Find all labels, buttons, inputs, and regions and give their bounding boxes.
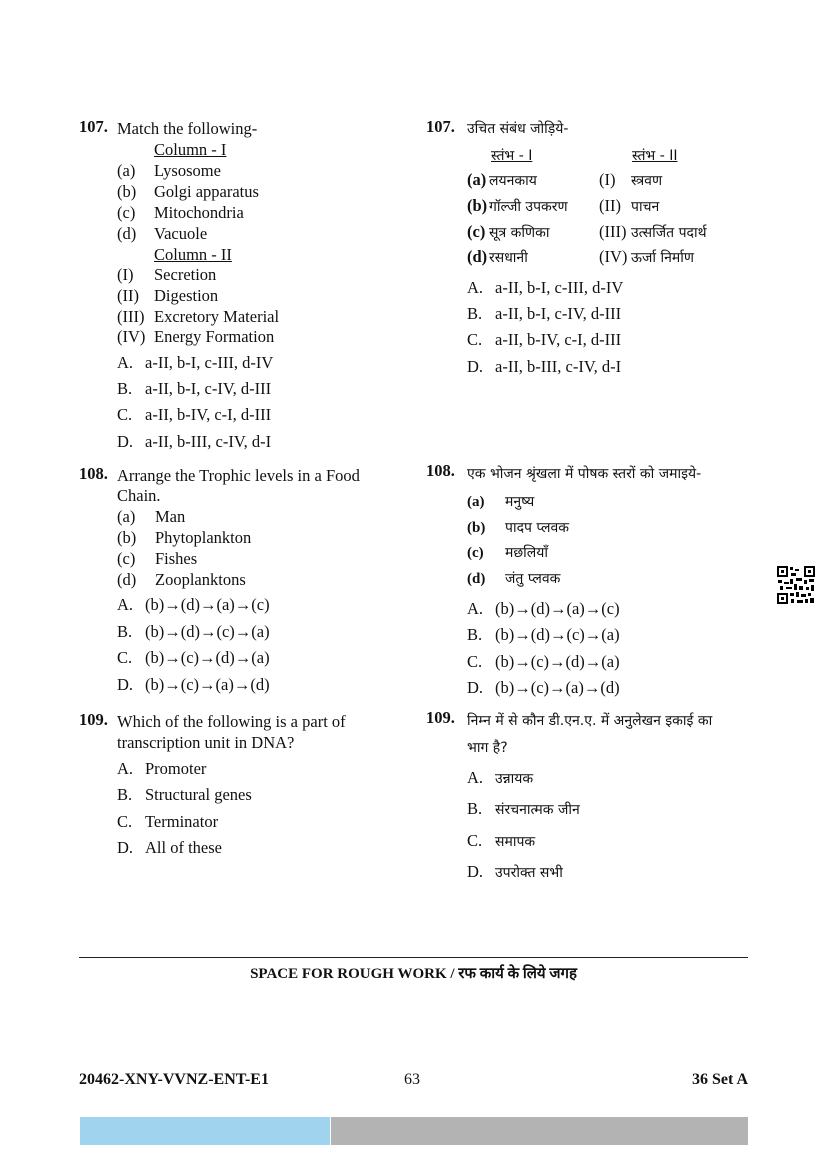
option-b[interactable]: B. (b)→(d)→(c)→(a)	[467, 625, 620, 644]
option-a[interactable]: A. a-II, b-I, c-III, d-IV	[117, 353, 274, 372]
option-b[interactable]: B. (b)→(d)→(c)→(a)	[117, 622, 270, 641]
option-c[interactable]: C. a-II, b-IV, c-I, d-III	[467, 330, 622, 349]
question-stem-line2: transcription unit in DNA?	[117, 733, 295, 752]
table-row: (d) रसधानी	[467, 247, 528, 266]
list-item: (c) Mitochondria	[117, 203, 244, 222]
question-number: 108.	[79, 464, 108, 483]
question-number: 108.	[426, 461, 455, 480]
list-item: (d) जंतु प्लवक	[467, 571, 561, 587]
question-stem: एक भोजन श्रृंखला में पोषक स्तरों को जमाइये-	[467, 466, 702, 482]
option-b[interactable]: B. संरचनात्मक जीन	[467, 799, 580, 818]
question-stem-line2: Chain.	[117, 486, 161, 505]
set-label: 36 Set A	[692, 1071, 748, 1088]
option-c[interactable]: C. समापक	[467, 831, 536, 850]
divider	[79, 957, 748, 958]
q107-hi	[426, 117, 756, 387]
option-b[interactable]: B. Structural genes	[117, 785, 252, 804]
qr-code-icon	[776, 565, 816, 605]
table-row: (IV) ऊर्जा निर्माण	[599, 247, 694, 266]
column-i-title: स्तंभ - I	[491, 148, 533, 164]
question-number: 107.	[79, 117, 108, 136]
question-stem-line2: भाग है?	[467, 740, 508, 756]
option-d[interactable]: D. All of these	[117, 838, 222, 857]
list-item: (d) Vacuole	[117, 224, 208, 243]
paper-code: 20462-XNY-VVNZ-ENT-E1	[79, 1071, 269, 1088]
option-d[interactable]: D. a-II, b-III, c-IV, d-I	[467, 357, 622, 376]
rough-work-label: SPACE FOR ROUGH WORK / रफ कार्य के लिये जगह	[250, 966, 577, 982]
table-row: (c) सूत्र कणिका	[467, 222, 550, 241]
q109-en	[79, 710, 399, 870]
option-a[interactable]: A. (b)→(d)→(a)→(c)	[467, 599, 620, 618]
column-ii-title: Column - II	[154, 245, 232, 264]
list-item: (c) मछलियाँ	[467, 545, 549, 561]
question-number: 107.	[426, 117, 455, 136]
footer-bar-blue	[80, 1117, 330, 1145]
question-stem: Match the following-	[117, 119, 258, 138]
list-item: (d) Zooplanktons	[117, 570, 246, 589]
table-row: (a) लयनकाय	[467, 170, 537, 189]
list-item: (IV) Energy Formation	[117, 327, 275, 346]
option-c[interactable]: C. Terminator	[117, 812, 219, 831]
list-item: (I) Secretion	[117, 265, 217, 284]
list-item: (a) Lysosome	[117, 161, 221, 180]
list-item: (a) Man	[117, 507, 186, 526]
option-a[interactable]: A. Promoter	[117, 759, 207, 778]
list-item: (b) Golgi apparatus	[117, 182, 259, 201]
option-c[interactable]: C. (b)→(c)→(d)→(a)	[117, 648, 270, 667]
list-item: (b) पादप प्लवक	[467, 520, 570, 536]
table-row: (III) उत्सर्जित पदार्थ	[599, 222, 707, 241]
table-row: (I) स्त्रवण	[599, 170, 663, 189]
q107-en	[79, 117, 399, 457]
option-a[interactable]: A. (b)→(d)→(a)→(c)	[117, 595, 270, 614]
option-d[interactable]: D. (b)→(c)→(a)→(d)	[117, 675, 270, 694]
page-number: 63	[404, 1071, 420, 1088]
option-d[interactable]: D. (b)→(c)→(a)→(d)	[467, 678, 620, 697]
list-item: (II) Digestion	[117, 286, 219, 305]
question-stem: Which of the following is a part of	[117, 712, 346, 731]
option-c[interactable]: C. (b)→(c)→(d)→(a)	[467, 652, 620, 671]
list-item: (c) Fishes	[117, 549, 198, 568]
option-d[interactable]: D. a-II, b-III, c-IV, d-I	[117, 432, 272, 451]
option-d[interactable]: D. उपरोक्त सभी	[467, 862, 563, 881]
option-a[interactable]: A. उन्नायक	[467, 768, 534, 787]
list-item: (b) Phytoplankton	[117, 528, 252, 547]
table-row: (II) पाचन	[599, 196, 660, 215]
column-i-title: Column - I	[154, 140, 227, 159]
q108-hi	[426, 461, 756, 701]
question-number: 109.	[79, 710, 108, 729]
question-stem: उचित संबंध जोड़िये-	[467, 121, 569, 137]
question-stem: निम्न में से कौन डी.एन.ए. में अनुलेखन इकाई का	[467, 713, 713, 729]
q109-hi	[426, 708, 756, 888]
option-c[interactable]: C. a-II, b-IV, c-I, d-III	[117, 405, 272, 424]
question-number: 109.	[426, 708, 455, 727]
table-row: (b) गॉल्जी उपकरण	[467, 196, 568, 215]
option-b[interactable]: B. a-II, b-I, c-IV, d-III	[467, 304, 622, 323]
question-stem: Arrange the Trophic levels in a Food	[117, 466, 360, 485]
column-ii-title: स्तंभ - II	[632, 148, 678, 164]
list-item: (III) Excretory Material	[117, 307, 280, 326]
list-item: (a) मनुष्य	[467, 494, 535, 510]
option-a[interactable]: A. a-II, b-I, c-III, d-IV	[467, 278, 624, 297]
footer-bar-grey	[331, 1117, 748, 1145]
option-b[interactable]: B. a-II, b-I, c-IV, d-III	[117, 379, 272, 398]
q108-en	[79, 464, 399, 704]
